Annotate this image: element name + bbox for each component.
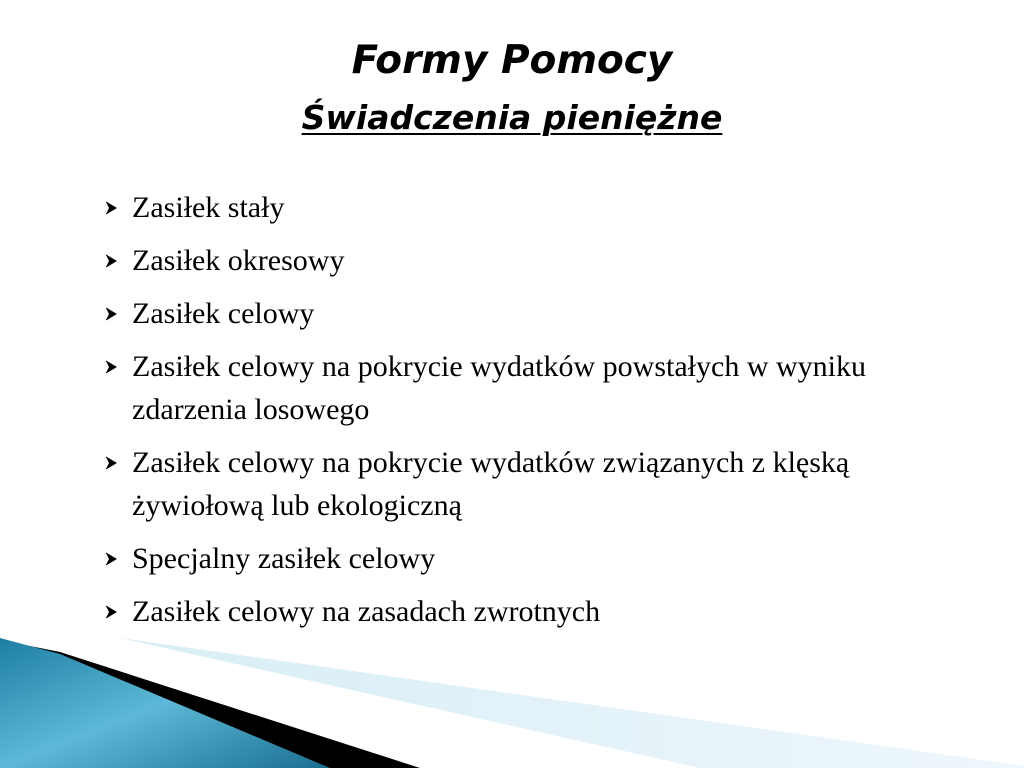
list-item-text: Specjalny zasiłek celowy xyxy=(132,542,436,575)
decorative-corner-swoosh xyxy=(0,638,1024,768)
light-swoosh-shape xyxy=(120,638,1024,768)
list-item-text: Zasiłek okresowy xyxy=(132,244,345,277)
list-item-text: Zasiłek celowy na pokrycie wydatków związanych z klęską żywiołową lub ekologiczną xyxy=(132,446,850,522)
list-item xyxy=(100,441,940,527)
black-stripe-shape xyxy=(0,640,420,768)
list-item-text: Zasiłek celowy na zasadach zwrotnych xyxy=(132,595,601,628)
list-item xyxy=(100,537,940,580)
chevron-right-icon xyxy=(104,292,124,335)
bullet-list xyxy=(100,186,940,643)
chevron-right-icon xyxy=(104,537,124,580)
slide-subtitle: Świadczenia pieniężne xyxy=(301,98,723,137)
blue-wedge-shape xyxy=(0,638,330,768)
list-item-text: Zasiłek stały xyxy=(132,191,285,224)
chevron-right-icon xyxy=(104,239,124,282)
list-item xyxy=(100,590,940,633)
list-item-text: Zasiłek celowy xyxy=(132,297,315,330)
slide-title: Formy Pomocy xyxy=(351,38,673,83)
chevron-right-icon xyxy=(104,590,124,633)
list-item-text: Zasiłek celowy na pokrycie wydatków powstałych w wyniku zdarzenia losowego xyxy=(132,350,866,426)
list-item xyxy=(100,345,940,431)
list-item xyxy=(100,292,940,335)
chevron-right-icon xyxy=(104,186,124,229)
list-item xyxy=(100,239,940,282)
chevron-right-icon xyxy=(104,441,124,484)
list-item xyxy=(100,186,940,229)
chevron-right-icon xyxy=(104,345,124,388)
